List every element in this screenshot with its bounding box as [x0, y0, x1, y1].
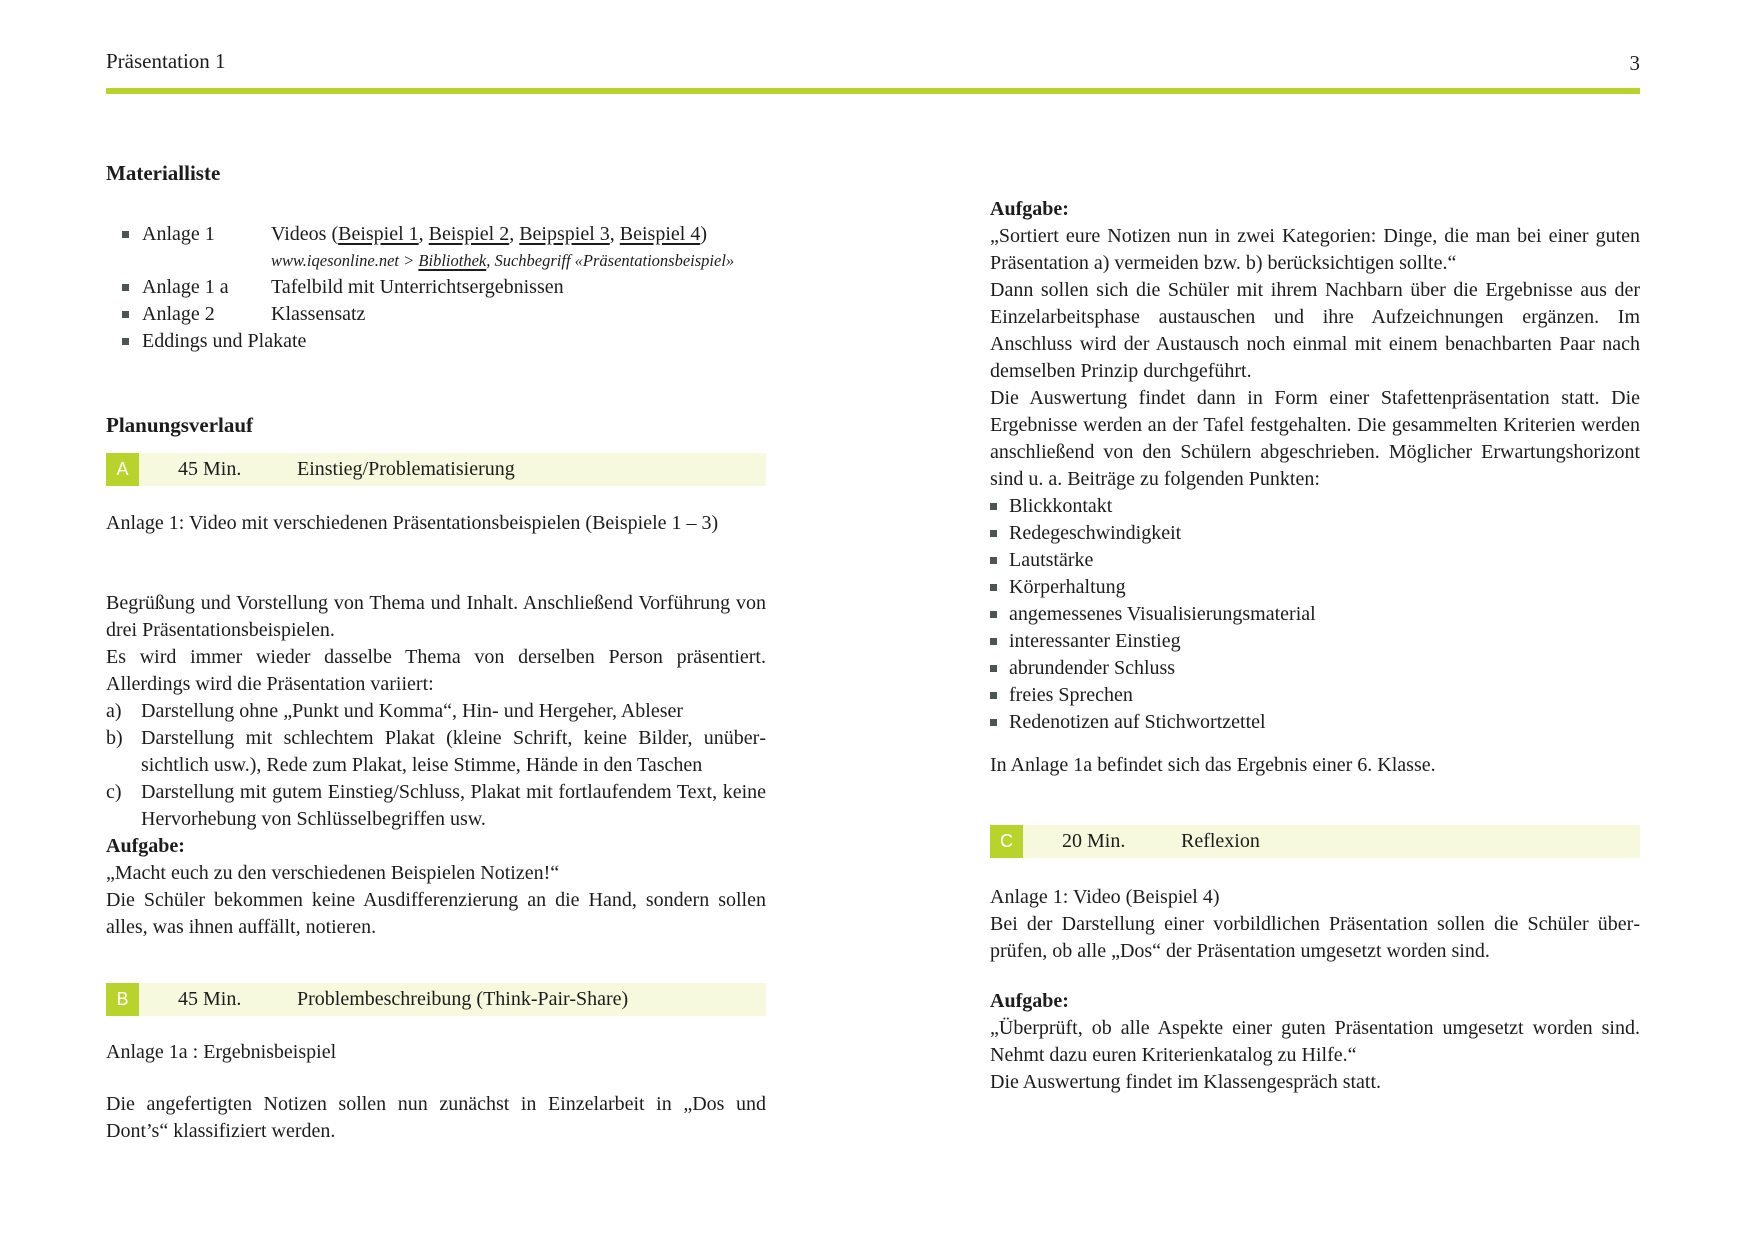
section-a-body — [106, 590, 766, 941]
list-label: c) — [106, 781, 122, 803]
criteria-item — [990, 682, 1640, 709]
aufgabe-quote: „Macht euch zu den verschiedenen Beispielen Notizen!“ — [106, 862, 560, 884]
link[interactable]: Beispiel 2 — [428, 223, 510, 245]
bullet-square-icon — [990, 719, 997, 726]
list-item-b — [106, 725, 766, 779]
bullet-square-icon — [122, 338, 129, 345]
criteria-text: abrundender Schluss — [1009, 657, 1176, 679]
section-letter-badge: A — [106, 453, 139, 486]
criteria-text: angemessenes Visualisierungsmaterial — [1009, 603, 1316, 625]
section-duration: 20 Min. — [1062, 830, 1126, 852]
criteria-text: Redenotizen auf Stichwortzettel — [1009, 711, 1266, 733]
plan-heading: Planungsverlauf — [106, 413, 254, 437]
bullet-square-icon — [122, 311, 129, 318]
criteria-item — [990, 655, 1640, 682]
text-segment: Videos ( — [271, 223, 339, 245]
section-c-body — [990, 884, 1640, 965]
section-title: Problembeschreibung (Think-Pair-Share) — [297, 988, 629, 1010]
paragraph-klassifizieren: Die angefertigten Notizen sollen nun zunächst in Einzelarbeit in „Dos und Dont’s“ klassifiziert werden. — [106, 1093, 766, 1142]
criteria-item — [990, 601, 1640, 628]
criteria-item — [990, 709, 1640, 736]
bullet-square-icon — [990, 503, 997, 510]
paragraph-eswird: Es wird immer wieder dasselbe Thema von derselben Person präsentiert. Allerdings wird die Präsentation variiert: — [106, 646, 766, 695]
section-letter-badge: C — [990, 825, 1023, 858]
section-bar-c — [990, 825, 1640, 858]
section-bar-b — [106, 983, 766, 1016]
text-segment: , Suchbegriff «Präsentationsbeispiel» — [486, 251, 735, 270]
bullet-square-icon — [990, 530, 997, 537]
list-label: a) — [106, 700, 122, 722]
material-term: Anlage 2 — [142, 303, 215, 325]
text-segment: www.iqesonline.net > — [271, 251, 419, 270]
list-label: b) — [106, 727, 123, 749]
bullet-square-icon — [990, 557, 997, 564]
aufgabe-quote: „Sortiert eure Notizen nun in zwei Kategorien: Dinge, die man bei einer guten Präsentation a) vermeiden bzw. b) berücksichtigen sollte.“ — [990, 225, 1640, 274]
material-row-anlage2 — [106, 301, 766, 328]
text-segment: , — [418, 223, 429, 245]
section-title: Reflexion — [1181, 830, 1260, 852]
criteria-item — [990, 493, 1640, 520]
criteria-item — [990, 547, 1640, 574]
material-term: Anlage 1 — [142, 223, 215, 245]
bullet-square-icon — [990, 665, 997, 672]
aufgabe-text: Die Auswertung findet im Klassengespräch statt. — [990, 1071, 1382, 1093]
criteria-text: Redegeschwindigkeit — [1009, 522, 1182, 544]
list-text: Darstellung mit schlechtem Plakat (kleine Schrift, keine Bilder, unübersichtlich usw.), Rede zum Plakat, leise Stimme, Hände in den Taschen — [141, 727, 766, 776]
material-row-anlage1 — [106, 221, 766, 248]
section-duration: 45 Min. — [178, 988, 242, 1010]
paragraph-beider: Bei der Darstellung einer vorbildlichen Präsentation sollen die Schüler überprüfen, ob alle „Dos“ der Präsentation umgesetzt worden sind. — [990, 913, 1640, 962]
material-source-note — [106, 248, 766, 274]
text-segment: , — [609, 223, 620, 245]
criteria-item — [990, 520, 1640, 547]
text-segment: , — [509, 223, 520, 245]
link[interactable]: Bibliothek — [418, 251, 487, 270]
paragraph-begruessung: Begrüßung und Vorstellung von Thema und Inhalt. Anschließend Vorführung von drei Präsentationsbeispielen. — [106, 592, 766, 641]
bullet-square-icon — [990, 584, 997, 591]
criteria-text: interessanter Einstieg — [1009, 630, 1181, 652]
aufgabe-heading: Aufgabe: — [990, 990, 1069, 1012]
section-bar-a — [106, 453, 766, 486]
criteria-list — [990, 493, 1640, 736]
videos-links-line — [271, 223, 707, 245]
criteria-item — [990, 628, 1640, 655]
material-desc: Tafelbild mit Unterrichtsergebnissen — [271, 276, 564, 298]
material-term: Anlage 1 a — [142, 276, 229, 298]
section-duration: 45 Min. — [178, 458, 242, 480]
section-letter-badge: B — [106, 983, 139, 1016]
material-term: Eddings und Plakate — [142, 330, 307, 352]
paragraph-dann: Dann sollen sich die Schüler mit ihrem Nachbarn über die Ergebnisse aus der Einzelarbeitsphase austauschen und ihre Aufzeichnungen ergänzen. Im Anschluss wird der Austausch noch einmal mit einem benachbarten Paar nach demselben Prinzip durchgeführt. — [990, 279, 1640, 382]
bullet-square-icon — [990, 692, 997, 699]
aufgabe-heading: Aufgabe: — [106, 835, 185, 857]
bullet-square-icon — [990, 611, 997, 618]
section-title: Einstieg/Problematisierung — [297, 458, 515, 480]
list-text: Darstellung ohne „Punkt und Komma“, Hin- und Hergeher, Ableser — [141, 700, 684, 722]
paragraph-auswertung: Die Auswertung findet dann in Form einer Stafettenpräsentation statt. Die Ergebnisse werden an der Tafel festgehalten. Die gesammelten Kriterien werden anschließend von den Schülern abgeschrieben. Möglicher Erwartungshorizont sind u. a. Beiträge zu folgenden Punkten: — [990, 387, 1640, 490]
page-number: 3 — [1629, 51, 1640, 75]
paragraph-anlage1-video: Anlage 1: Video mit verschiedenen Präsentationsbeispielen (Beispiele 1 – 3) — [106, 512, 719, 534]
aufgabe-quote: „Überprüft, ob alle Aspekte einer guten Präsentation umgesetzt worden sind. Nehmt dazu euren Kriterienkatalog zu Hilfe.“ — [990, 1017, 1640, 1066]
bullet-square-icon — [122, 231, 129, 238]
criteria-text: Lautstärke — [1009, 549, 1094, 571]
bullet-square-icon — [122, 284, 129, 291]
material-list — [106, 221, 766, 352]
list-item-c — [106, 779, 766, 833]
list-item-a — [106, 698, 766, 725]
criteria-text: Blickkontakt — [1009, 495, 1113, 517]
criteria-text: freies Sprechen — [1009, 684, 1133, 706]
material-heading: Materialliste — [106, 161, 221, 185]
list-text: Darstellung mit gutem Einstieg/Schluss, Plakat mit fortlaufendem Text, keine Hervorhebung von Schlüsselbegriffen usw. — [141, 781, 766, 830]
paragraph-anlage1a: Anlage 1a : Ergebnisbeispiel — [106, 1041, 337, 1063]
criteria-text: Körperhaltung — [1009, 576, 1126, 598]
bullet-square-icon — [990, 638, 997, 645]
link[interactable]: Beispiel 4 — [619, 223, 701, 245]
text-segment: ) — [700, 223, 707, 245]
material-row-anlage1a — [106, 274, 766, 301]
section-c-aufgabe — [990, 988, 1640, 1096]
aufgabe-text: Die Schüler bekommen keine Ausdifferenzierung an die Hand, sondern sollen alles, was ihnen auffällt, notieren. — [106, 889, 766, 938]
paragraph-inanlage: In Anlage 1a befindet sich das Ergebnis einer 6. Klasse. — [990, 754, 1436, 776]
material-desc: Klassensatz — [271, 303, 366, 325]
link[interactable]: Beipspiel 3 — [519, 223, 610, 245]
link[interactable]: Beispiel 1 — [338, 223, 419, 245]
aufgabe-heading: Aufgabe: — [990, 198, 1069, 220]
page-header-title: Präsentation 1 — [106, 49, 226, 73]
section-b-body — [990, 196, 1640, 736]
criteria-item — [990, 574, 1640, 601]
header-rule — [106, 88, 1640, 94]
paragraph-anlage-video: Anlage 1: Video (Beispiel 4) — [990, 886, 1220, 908]
